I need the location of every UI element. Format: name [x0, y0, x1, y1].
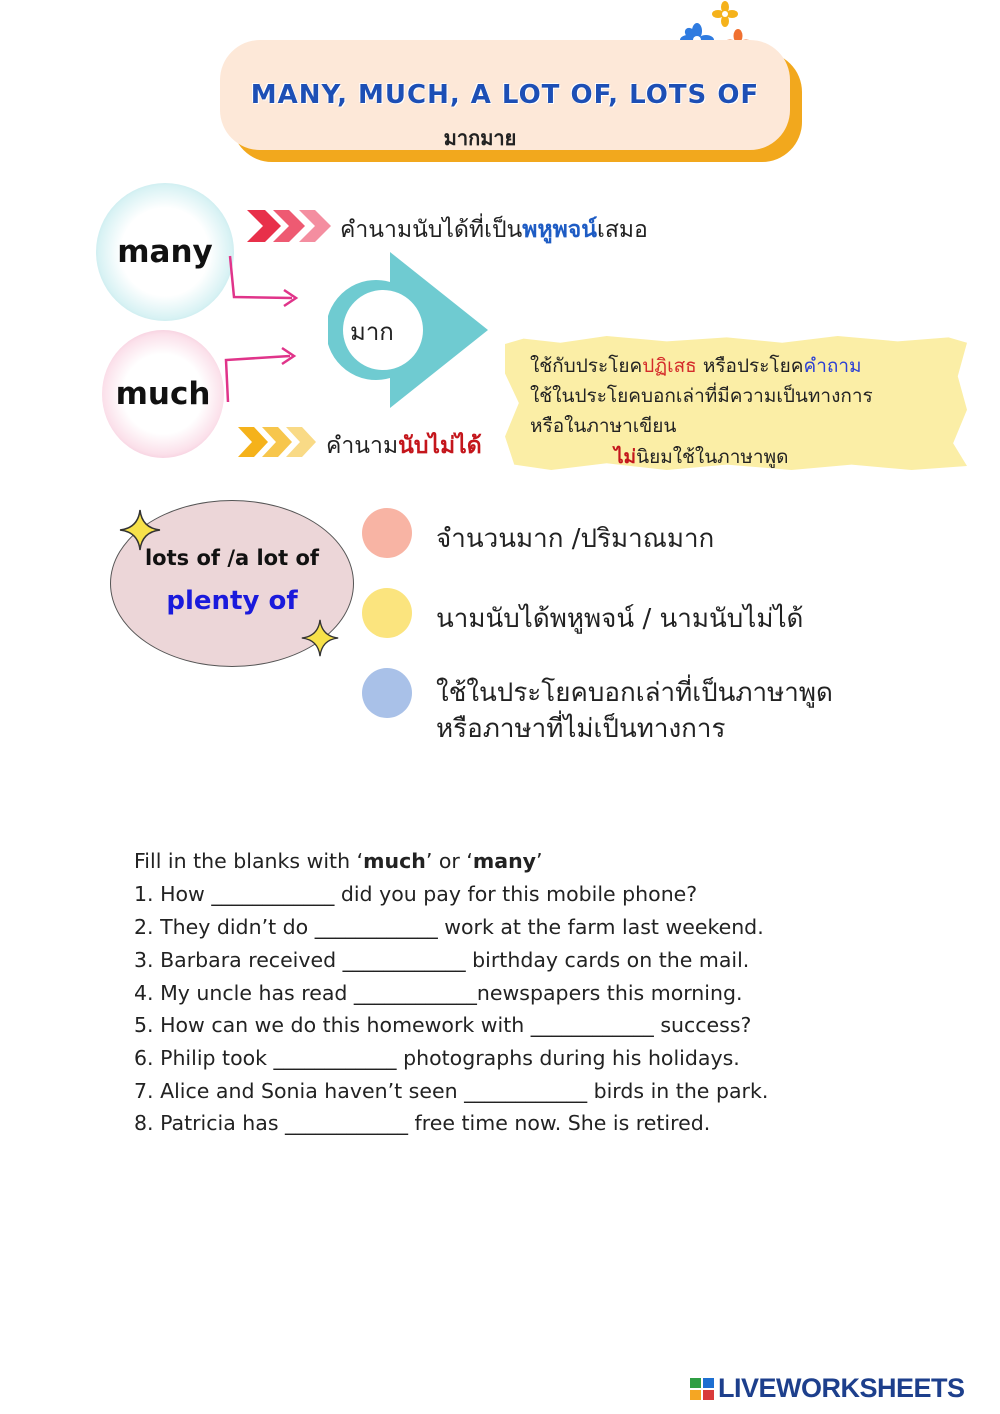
exercise-instruction	[134, 849, 543, 873]
sparkle-icon	[300, 618, 340, 658]
connector-arrows	[220, 250, 310, 410]
exercise-item-2[interactable]: 2. They didn’t do ____________ work at the farm last weekend.	[134, 915, 764, 939]
many-circle	[96, 183, 234, 321]
instruction-part-c: ’	[536, 849, 543, 873]
exercise-item-4[interactable]: 4. My uncle has read ____________newspapers this morning.	[134, 981, 743, 1005]
usage-note-line-1	[530, 351, 862, 381]
instruction-part-b: ’ or ‘	[425, 849, 473, 873]
note-text-a: ใช้กับประโยค	[530, 355, 643, 377]
many-rule	[340, 212, 648, 248]
bullet-dot-salmon	[362, 508, 412, 558]
bullet-text-1: จำนวนมาก /ปริมาณมาก	[436, 524, 715, 554]
usage-note-line-2: ใช้ในประโยคบอกเล่าที่มีความเป็นทางการ	[530, 385, 873, 407]
liveworksheets-logo-icon	[690, 1378, 716, 1400]
exercise-item-3[interactable]: 3. Barbara received ____________ birthday cards on the mail.	[134, 948, 750, 972]
note-question: คำถาม	[803, 355, 862, 377]
note-not: ไม่	[614, 446, 637, 468]
bullet-text-3b: หรือภาษาที่ไม่เป็นทางการ	[436, 714, 726, 744]
instruction-part-a: Fill in the blanks with ‘	[134, 849, 364, 873]
bullet-text-3a: ใช้ในประโยคบอกเล่าที่เป็นภาษาพูด	[436, 678, 833, 708]
page-subtitle: มากมาย	[443, 126, 517, 150]
red-chevrons-icon	[245, 206, 337, 246]
many-rule-highlight: พหูพจน์	[522, 217, 597, 243]
plenty-of-label: plenty of	[166, 586, 298, 616]
instruction-much: much	[363, 849, 426, 873]
note-negative: ปฏิเสธ	[642, 355, 697, 377]
usage-note-line-4	[614, 442, 788, 472]
exercise-item-7[interactable]: 7. Alice and Sonia haven’t seen ____________ birds in the park.	[134, 1079, 769, 1103]
bullet-text-2: นามนับได้พหูพจน์ / นามนับไม่ได้	[436, 604, 804, 634]
arrow-label: มาก	[350, 318, 394, 346]
exercise-item-6[interactable]: 6. Philip took ____________ photographs during his holidays.	[134, 1046, 740, 1070]
many-rule-prefix: คำนามนับได้ที่เป็น	[340, 217, 523, 243]
exercise-item-8[interactable]: 8. Patricia has ____________ free time now. She is retired.	[134, 1111, 711, 1135]
page-title: MANY, MUCH, A LOT OF, LOTS OF	[250, 80, 760, 110]
usage-note-line-3: หรือในภาษาเขียน	[530, 415, 677, 437]
much-rule-highlight: นับไม่ได้	[398, 433, 482, 459]
yellow-chevrons-icon	[236, 424, 322, 460]
exercise-item-5[interactable]: 5. How can we do this homework with ____________ success?	[134, 1013, 752, 1037]
much-circle	[102, 330, 224, 458]
many-rule-suffix: เสมอ	[596, 217, 648, 243]
exercise-item-1[interactable]: 1. How ____________ did you pay for this mobile phone?	[134, 882, 698, 906]
much-label: much	[115, 376, 211, 412]
sparkle-icon	[118, 508, 162, 552]
bullet-dot-blue	[362, 668, 412, 718]
note-line4-rest: นิยมใช้ในภาษาพูด	[636, 446, 789, 468]
liveworksheets-logo[interactable]: LIVEWORKSHEETS	[718, 1373, 965, 1403]
much-rule	[326, 428, 482, 464]
note-text-c: หรือประโยค	[696, 355, 804, 377]
lots-of-label: lots of /a lot of	[144, 546, 320, 570]
instruction-many: many	[472, 849, 537, 873]
much-rule-prefix: คำนาม	[326, 433, 399, 459]
many-label: many	[117, 234, 213, 270]
bullet-dot-yellow	[362, 588, 412, 638]
